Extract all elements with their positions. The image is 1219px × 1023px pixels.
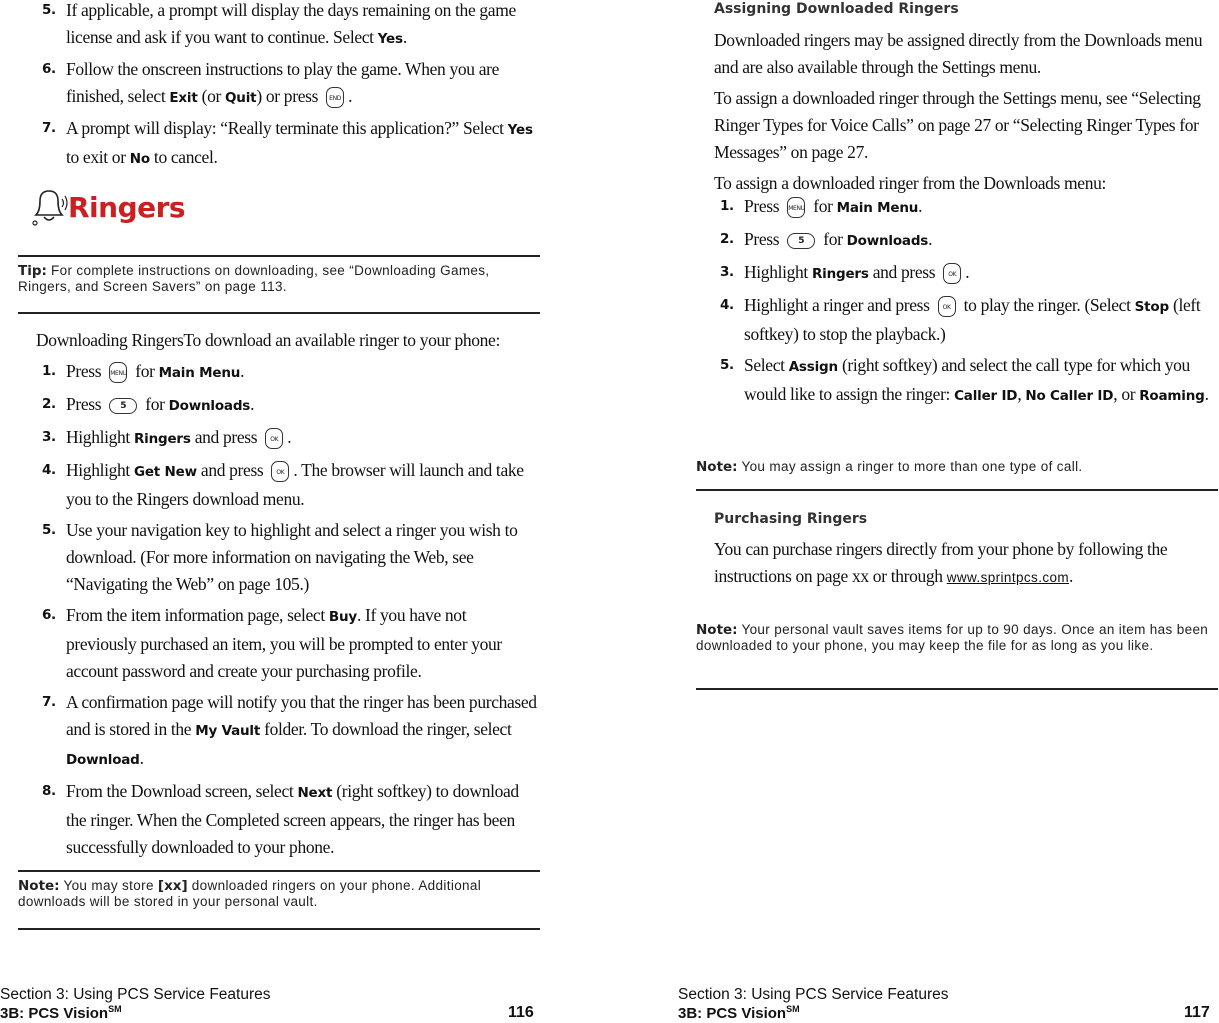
list-item: 4. Highlight a ringer and press OK to play the ringer. (Select Stop (left softkey) to stop the playback.): [720, 295, 1201, 344]
page-title: Ringers: [68, 190, 186, 224]
paragraph: To assign a downloaded ringer from the Downloads menu:: [714, 173, 1107, 193]
ok-key-icon: OK: [938, 296, 956, 317]
footer-subsection: 3B: PCS Vision℠: [678, 1004, 800, 1022]
tip-box: Tip: For complete instructions on downloading, see “Downloading Games, Ringers, and Screen Savers” on page 113.: [18, 263, 490, 294]
paragraph: You can purchase ringers directly from your phone by following the instructions on page xx or through www.sprintpcs.com.: [714, 539, 1168, 586]
list-item: 6. Follow the onscreen instructions to play the game. When you are finished, select Exit (or Quit) or press END .: [18, 56, 540, 112]
sprintpcs-link[interactable]: www.sprintpcs.com: [946, 570, 1070, 585]
page-number: 117: [1184, 1004, 1210, 1021]
steps-top: [18, 0, 540, 173]
list-item: 8. From the Download screen, select Next (right softkey) to download the ringer. When the Completed screen appears, the ringer has been successfully downloaded to your phone.: [42, 781, 519, 857]
assign-body: [714, 27, 1218, 197]
end-key-icon: END: [326, 87, 344, 108]
list-item: 5. If applicable, a prompt will display the days remaining on the game license and ask if you want to continue. Select Yes.: [18, 0, 540, 53]
menu-key-icon: MENU: [109, 362, 127, 383]
footer-section: Section 3: Using PCS Service Features: [0, 986, 271, 1003]
download-steps: [18, 327, 540, 861]
step-number: 5.: [42, 2, 56, 18]
paragraph: To assign a downloaded ringer through the Settings menu, see “Selecting Ringer Types for Voice Calls” on page 27 or “Selecting Ringer Types for Messages” on page 27.: [714, 88, 1201, 162]
divider: [696, 688, 1218, 690]
ok-key-icon: OK: [943, 263, 961, 284]
list-item: 4. Highlight Get New and press OK . The browser will launch and take you to the Ringers download menu.: [42, 460, 524, 509]
list-item: 1. Press MENU for Main Menu.: [696, 193, 1218, 222]
divider: [696, 489, 1218, 491]
note-box: Note: You may store [xx] downloaded ringers on your phone. Additional downloads will be stored in your personal vault.: [18, 878, 482, 909]
page-number: 116: [508, 1004, 534, 1021]
list-item: 6. From the item information page, select Buy. If you have not previously purchased an item, you will be prompted to enter your account password and create your purchasing profile.: [42, 605, 502, 681]
section-heading: Purchasing Ringers: [714, 511, 868, 527]
note-box: Note: You may assign a ringer to more than one type of call.: [696, 459, 1083, 475]
list-item: 2. Press 5 for Downloads.: [720, 229, 933, 249]
ok-key-icon: OK: [265, 428, 283, 449]
ok-key-icon: OK: [271, 461, 289, 482]
list-item: 5. Use your navigation key to highlight and select a ringer you wish to download. (For more information on navigating the Web, see “Navigating the Web” on page 105.): [42, 520, 518, 594]
menu-key-icon: MENU: [787, 197, 805, 218]
list-item: 7. A prompt will display: “Really terminate this application?” Select Yes to exit or No to cancel.: [42, 118, 533, 167]
list-item: 3. Highlight Ringers and press OK .: [696, 259, 1218, 288]
list-item: 3. Highlight Ringers and press OK .: [18, 424, 540, 453]
section-heading: Assigning Downloaded Ringers: [714, 1, 959, 17]
divider: [18, 312, 540, 314]
intro-text: Downloading RingersTo download an available ringer to your phone:: [36, 330, 500, 350]
note-box: Note: Your personal vault saves items for up to 90 days. Once an item has been downloaded to your phone, you may keep the file for as long as you like.: [696, 622, 1209, 653]
footer-subsection: 3B: PCS Vision℠: [0, 1004, 122, 1022]
five-key-icon: 5: [109, 398, 137, 414]
divider: [18, 870, 540, 872]
list-item: 7. A confirmation page will notify you that the ringer has been purchased and is stored in the My Vault folder. To download the ringer, select Download.: [42, 692, 537, 768]
list-item: 5. Select Assign (right softkey) and select the call type for which you would like to assign the ringer: Caller ID, No Caller ID, or Roaming.: [720, 355, 1209, 404]
divider: [18, 255, 540, 257]
five-key-icon: 5: [787, 233, 815, 249]
footer-section: Section 3: Using PCS Service Features: [678, 986, 949, 1003]
divider: [18, 928, 540, 930]
paragraph: Downloaded ringers may be assigned directly from the Downloads menu and are also available through the Settings menu.: [714, 30, 1203, 77]
assign-steps: [696, 193, 1218, 410]
list-item: 1. Press MENU for Main Menu.: [18, 358, 540, 387]
bell-icon: [30, 185, 68, 229]
section-header: [30, 185, 185, 229]
list-item: 2. Press 5 for Downloads.: [42, 394, 255, 414]
